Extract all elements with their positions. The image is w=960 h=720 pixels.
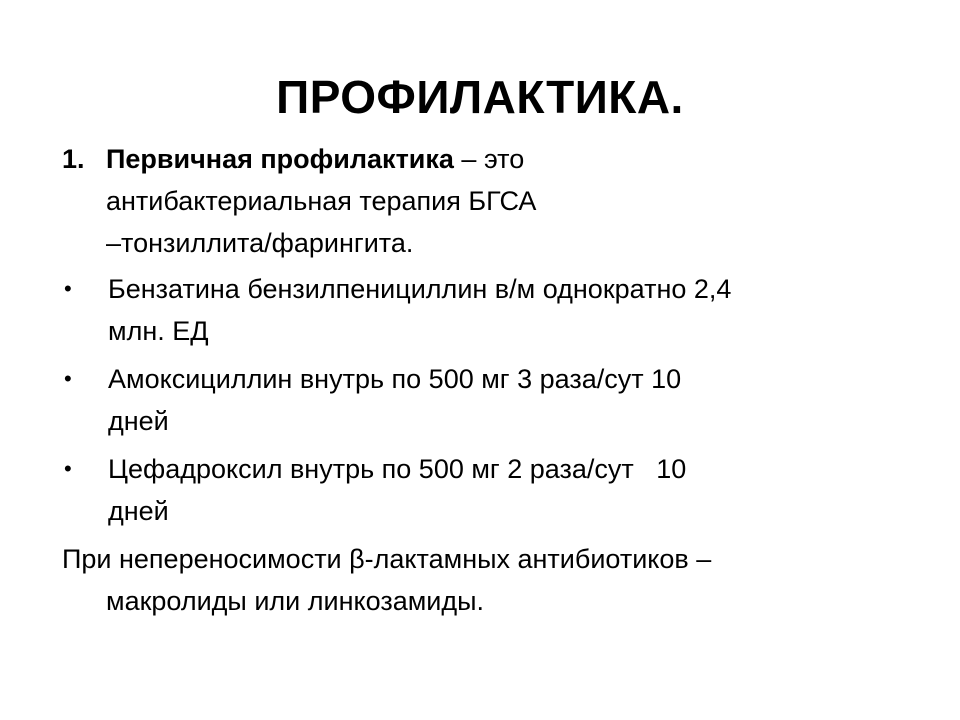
bullet-text xyxy=(108,358,902,442)
intolerance-paragraph xyxy=(62,538,902,622)
bullet-text xyxy=(108,268,902,352)
numbered-item-line-2: антибактериальная терапия БГСА xyxy=(106,186,537,216)
list-number: 1. xyxy=(62,144,85,174)
bullet-dot: • xyxy=(64,276,72,301)
bullet-line-1: Цефадроксил внутрь по 500 мг 2 раза/сут 10 xyxy=(108,454,687,484)
slide-title: ПРОФИЛАКТИКА. xyxy=(276,71,684,123)
bullet-item-benzathine xyxy=(62,268,902,352)
numbered-item-line-1 xyxy=(106,138,902,180)
bullet-line-2: млн. ЕД xyxy=(108,316,209,346)
bullet-dot: • xyxy=(64,366,72,391)
bullet-item-cefadroxil xyxy=(62,448,902,532)
numbered-item-line-3: –тонзиллита/фарингита. xyxy=(106,228,414,258)
definition-dash: – это xyxy=(453,144,525,174)
slide-content xyxy=(62,138,902,622)
paragraph-line-2: макролиды или линкозамиды. xyxy=(106,586,485,616)
numbered-item-text xyxy=(106,138,902,264)
bullet-text xyxy=(108,448,902,532)
bullet-line-2: дней xyxy=(108,496,169,526)
bullet-line-1: Бензатина бензилпенициллин в/м однократно 2,4 xyxy=(108,274,732,304)
paragraph-line-1: При непереносимости β-лактамных антибиотиков – xyxy=(62,544,712,574)
primary-prophylaxis-term: Первичная профилактика xyxy=(106,144,454,174)
bullet-dot: • xyxy=(64,456,72,481)
bullet-item-amoxicillin xyxy=(62,358,902,442)
bullet-line-2: дней xyxy=(108,406,169,436)
bullet-line-1: Амоксициллин внутрь по 500 мг 3 раза/сут 10 xyxy=(108,364,682,394)
numbered-item-primary-prophylaxis xyxy=(62,138,902,264)
